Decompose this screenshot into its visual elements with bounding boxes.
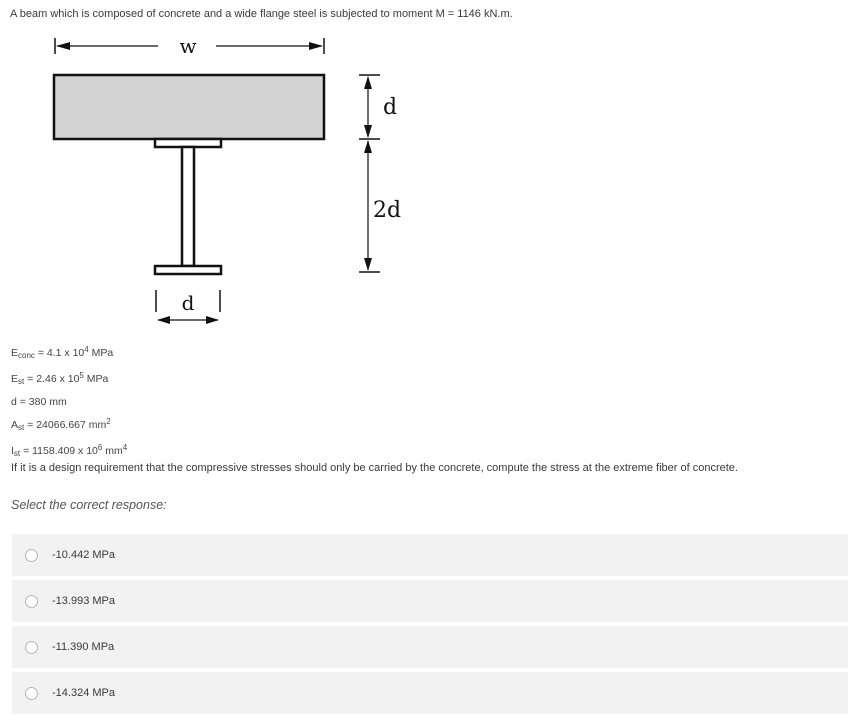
requirement-text: If it is a design requirement that the compressive stresses should only be carried by the concrete, compute the stress at the extreme fiber of concrete. [11,462,738,474]
radio-button[interactable] [25,549,38,562]
radio-button[interactable] [25,687,38,700]
steel-depth-arrow-down [364,258,372,271]
answer-option-label: -13.993 MPa [52,595,115,607]
flange-width-label: d [181,291,195,315]
slab-depth-label: d [382,95,398,120]
beam-cross-section-figure [0,28,460,338]
given-values [11,340,127,464]
given-i-st: $I_{st} = 1158.409$ x $10^6$ $mm^4$ [11,443,128,458]
slab-depth-arrow-up [364,76,372,89]
concrete-slab [54,75,324,139]
radio-button[interactable] [25,595,38,608]
answer-option-2[interactable] [12,580,848,622]
width-dim-arrow-left [56,42,70,50]
answer-option-4[interactable] [12,672,848,714]
answer-option-label: -11.390 MPa [52,641,115,653]
width-dim-arrow-right [309,42,323,50]
given-d: d = 380 mm [11,396,67,408]
steel-web [182,147,194,266]
given-a-st: $A_{st} = 24066.667$ $mm^2$ [11,417,111,432]
width-label: w [179,34,197,58]
radio-button[interactable] [25,641,38,654]
answer-option-1[interactable] [12,534,848,576]
answer-option-label: -14.324 MPa [52,687,115,699]
answer-option-label: -10.442 MPa [52,549,115,561]
steel-depth-label: 2d [372,198,402,223]
given-e-st: $E_{st} = 2.46$ x $10^5$ MPa [11,371,109,386]
slab-depth-arrow-down [364,125,372,138]
select-response-label: Select the correct response: [11,498,167,512]
steel-depth-arrow-up [364,140,372,153]
given-e-conc: $E_{conc} = 4.1$ x $10^4$ MPa [11,345,114,360]
question-text: A beam which is composed of concrete and a wide flange steel is subjected to moment M = 1146 kN.m. [10,8,513,20]
flange-dim-arrow-right [206,316,219,324]
steel-bottom-flange [155,266,221,274]
flange-dim-arrow-left [157,316,170,324]
answer-option-3[interactable] [12,626,848,668]
